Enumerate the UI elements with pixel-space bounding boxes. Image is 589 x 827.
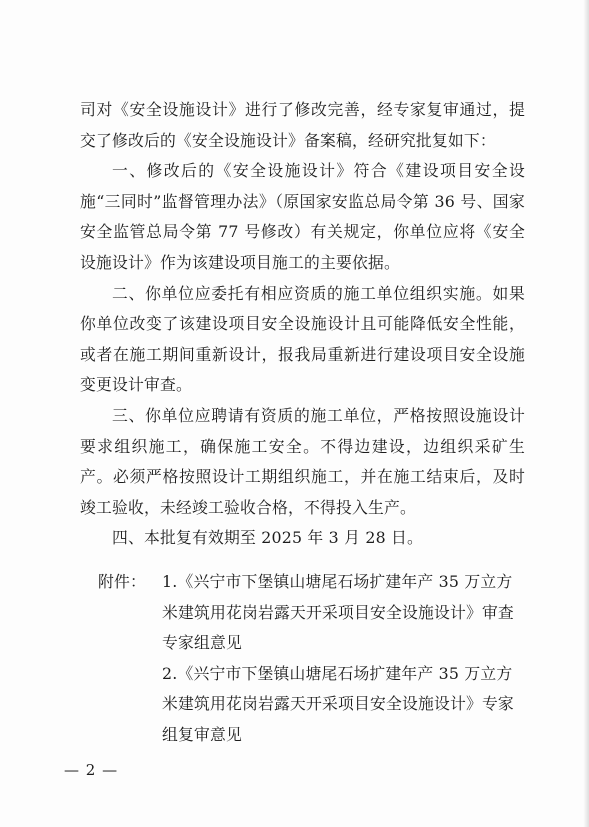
- page-edge-shadow: [583, 0, 589, 827]
- attachments-label: 附件：: [98, 572, 146, 591]
- attachment-row-1: [98, 567, 525, 659]
- paragraph-item-3: 三、你单位应聘请有资质的施工单位，严格按照设施设计要求组织施工，确保施工安全。不得边建设，边组织采矿生产。必须严格按照设计工期组织施工，并在施工结束后，及时竣工验收，未经竣工验收合格，不得投入生产。: [80, 405, 525, 517]
- page-number: — 2 —: [64, 761, 119, 779]
- paragraph-item-2: 二、你单位应委托有相应资质的施工单位组织实施。如果你单位改变了该建设项目安全设施设计且可能降低安全性能，或者在施工期间重新设计，报我局重新进行建设项目安全设施变更设计审查。: [80, 283, 525, 395]
- paragraph-intro: 司对《安全设施设计》进行了修改完善，经专家复审通过，提交了修改后的《安全设施设计》备案稿，经研究批复如下：: [80, 100, 525, 150]
- paragraph-item-4: 四、本批复有效期至 2025 年 3 月 28 日。: [112, 528, 424, 548]
- attachments-section: [80, 567, 525, 751]
- document-body: [80, 95, 525, 554]
- paragraph-item-1: 一、修改后的《安全设施设计》符合《建设项目安全设施“三同时”监督管理办法》（原国家安监总局令第 36 号、国家安全监管总局令第 77 号修改）有关规定，你单位应将《安全设施设计》作为该建设项目施工的主要依据。: [80, 161, 525, 272]
- attachment-item-2: 2.《兴宁市下堡镇山塘尾石场扩建年产 35 万立方米建筑用花岗岩露天开采项目安全设施设计》专家组复审意见: [162, 663, 514, 744]
- attachment-item-1: 1.《兴宁市下堡镇山塘尾石场扩建年产 35 万立方米建筑用花岗岩露天开采项目安全设施设计》审查专家组意见: [162, 572, 514, 653]
- attachment-row-2: [98, 659, 525, 751]
